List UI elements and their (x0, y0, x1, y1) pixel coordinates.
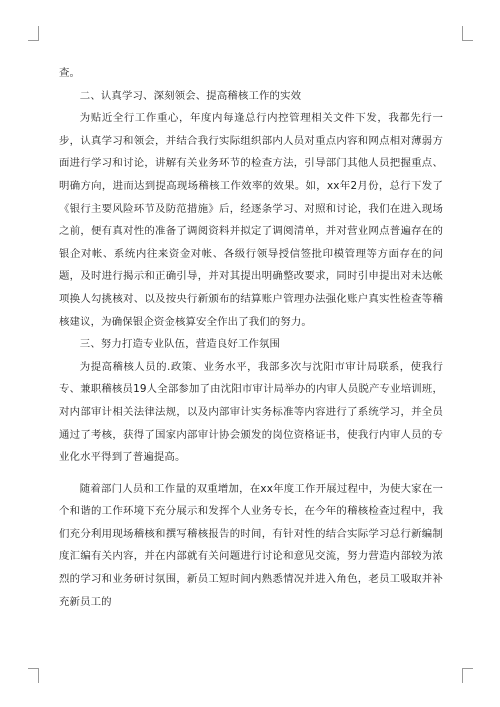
body-paragraph: 随着部门人员和工作量的双重增加，在xx年度工作开展过程中，为使大家在一个和谐的工作环境下充分展示和发挥个人业务专长，在今年的稽核检查过程中，我们充分利用现场稽核和撰写稽核报告的时间，有针对性的结合实际学习总行新编制度汇编有关内容，并在内部就有关问题进行讨论和意见交流，努力营造内部较为浓烈的学习和业务研讨氛围，新员工短时间内熟悉情况并进入角色，老员工吸取并补充新员工的 (59, 482, 443, 608)
continuation-text: 查。 (59, 67, 81, 79)
section-heading-2: 二、认真学习、深刻领会、提高稽核工作的实效 (79, 89, 302, 102)
crop-mark-bottom-left (28, 668, 39, 683)
body-paragraph: 为贴近全行工作重心，年度内每逢总行内控管理相关文件下发，我都先行一步，认真学习和领会，并结合我行实际组织部内人员对重点内容和网点相对薄弱方面进行学习和讨论，讲解有关业务环节的检查方法，引导部门其他人员把握重点、明确方向，进而达到提高现场稽核工作效率的效果。如，xx年2月份，总行下发了《银行主要风险环节及防范措施》后，经逐条学习、对照和讨论，我们在进入现场之前，便有真对性的准备了调阅资料并拟定了调阅清单，并对营业网点普遍存在的银企对帐、系统内往来资金对帐、各级行领导授信签批印模管理等方面存在的问题，及时进行揭示和正确引导，并对其提出明确整改要求，同时引申提出对未达帐项换人勾挑核对、以及按央行新颁布的结算账户管理办法强化账户真实性检查等稽核建议，为确保银企资金核算安全作出了我们的努力。 (59, 112, 443, 328)
body-paragraph: 为提高稽核人员的.政策、业务水平，我部多次与沈阳市审计局联系，使我行专、兼职稽核员19人全部参加了由沈阳市审计局举办的内审人员脱产专业培训班，对内部审计相关法律法规，以及内部审计实务标准等内容进行了系统学习，并全员通过了考核，获得了国家内部审计协会颁发的岗位资格证书，使我行内审人员的专业化水平得到了普遍提高。 (59, 360, 443, 464)
document-body (59, 62, 443, 613)
crop-mark-bottom-right (462, 668, 473, 683)
crop-mark-top-left (28, 26, 39, 41)
section-heading-3: 三、努力打造专业队伍，营造良好工作氛围 (79, 338, 281, 351)
crop-mark-top-right (462, 26, 473, 41)
